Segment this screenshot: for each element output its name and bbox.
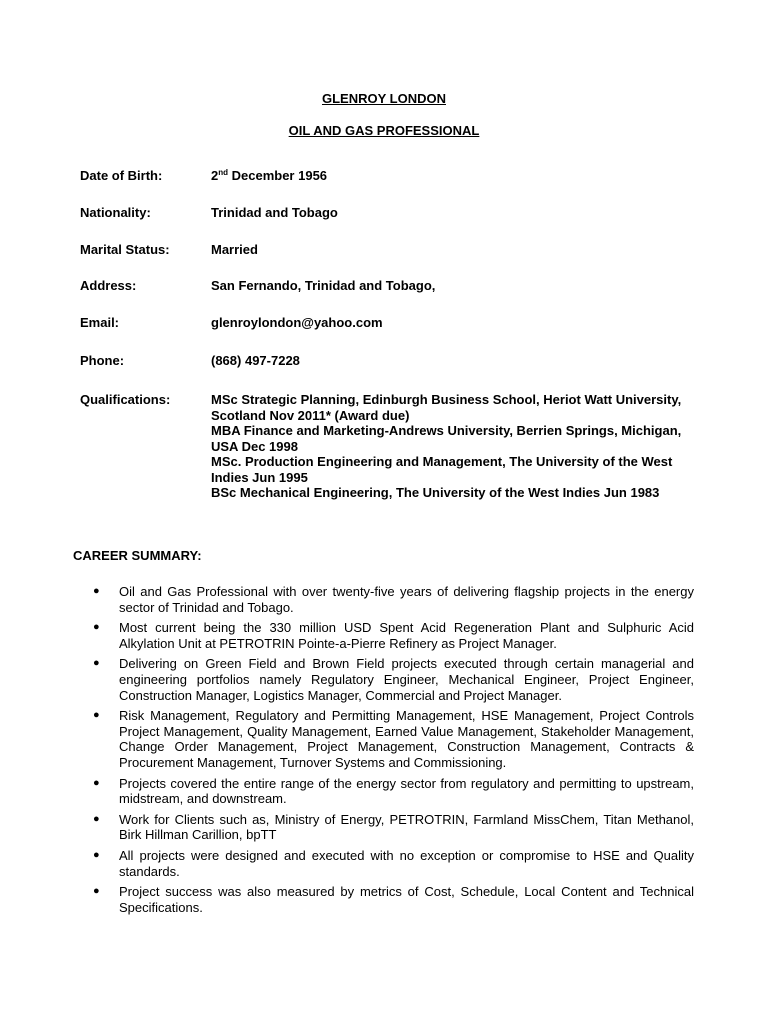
email-label: Email: [80,315,120,330]
nationality-label: Nationality: [80,205,151,220]
list-item [80,620,694,651]
bullet-icon: ● [93,848,100,861]
qualification-item: MSc Strategic Planning, Edinburgh Business School, Heriot Watt University, Scotland Nov 2011* (Award due) [211,392,682,423]
email-row [80,315,700,331]
list-item-text: Work for Clients such as, Ministry of Energy, PETROTRIN, Farmland MissChem, Titan Methanol, Birk Hillman Carillion, bpTT [119,811,694,843]
qualifications-label: Qualifications: [80,392,171,407]
list-item-text: Risk Management, Regulatory and Permitting Management, HSE Management, Project Controls Project Management, Quality Management, Earned Value Management, Stakeholder Management, Change Order Management, Project Management, Construction Management, Contracts & Procurement Management, Turnover Systems and Commissioning. [119,708,694,770]
marital-value: Married [211,242,258,257]
marital-label: Marital Status: [80,242,170,257]
list-item [80,584,694,615]
list-item-text: Project success was also measured by metrics of Cost, Schedule, Local Content and Technical Specifications. [119,884,694,915]
list-item-text: Most current being the 330 million USD Spent Acid Regeneration Plant and Sulphuric Acid Alkylation Unit at PETROTRIN Pointe-a-Pierre Refinery as Project Manager. [119,620,694,651]
list-item [80,708,694,770]
dob-value [211,168,700,184]
qualifications-list [211,392,700,501]
qualifications-row [80,392,700,501]
candidate-name: GLENROY LONDON [322,91,446,106]
dob-day: 2 [211,168,219,183]
list-item-text: All projects were designed and executed with no exception or compromise to HSE and Quality standards. [119,847,694,879]
list-item [80,776,694,807]
dob-label: Date of Birth: [80,168,163,183]
list-item-text: Delivering on Green Field and Brown Field projects executed through certain managerial and engineering portfolios namely Regulatory Engineer, Mechanical Engineer, Project Engineer, Construction Manager, Logistics Manager, Commercial and Project Manager. [119,656,694,703]
list-item [80,884,694,915]
list-item [80,812,694,843]
candidate-role: OIL AND GAS PROFESSIONAL [288,123,480,138]
bullet-icon: ● [93,657,100,670]
marital-row [80,242,700,258]
address-row [80,278,700,294]
bullet-icon: ● [93,709,100,722]
dob-suffix: nd [218,168,229,177]
list-item-text: Projects covered the entire range of the energy sector from regulatory and permitting to upstream, midstream, and downstream. [119,775,694,807]
bullet-icon: ● [93,585,100,597]
nationality-value: Trinidad and Tobago [211,205,338,220]
list-item [80,656,694,703]
phone-value: (868) 497-7228 [211,353,300,368]
phone-row [80,353,700,369]
qualification-item: BSc Mechanical Engineering, The University of the West Indies Jun 1983 [211,485,660,500]
bullet-icon: ● [93,621,100,634]
bullet-icon: ● [93,776,100,789]
list-item-text: Oil and Gas Professional with over twenty-five years of delivering flagship projects in the energy sector of Trinidad and Tobago. [119,584,694,615]
dob-rest: December 1956 [228,168,328,183]
nationality-row [80,205,700,221]
bullet-icon: ● [93,885,100,898]
bullet-icon: ● [93,812,100,825]
address-value: San Fernando, Trinidad and Tobago, [211,278,436,293]
career-summary-list [80,584,694,920]
phone-label: Phone: [80,353,125,368]
dob-row [80,168,700,184]
email-value: glenroylondon@yahoo.com [211,315,383,330]
list-item [80,848,694,879]
qualification-item: MSc. Production Engineering and Management, The University of the West Indies Jun 1995 [211,454,673,485]
address-label: Address: [80,278,137,293]
qualification-item: MBA Finance and Marketing-Andrews University, Berrien Springs, Michigan, USA Dec 1998 [211,423,682,454]
career-summary-heading: CAREER SUMMARY: [73,548,202,563]
